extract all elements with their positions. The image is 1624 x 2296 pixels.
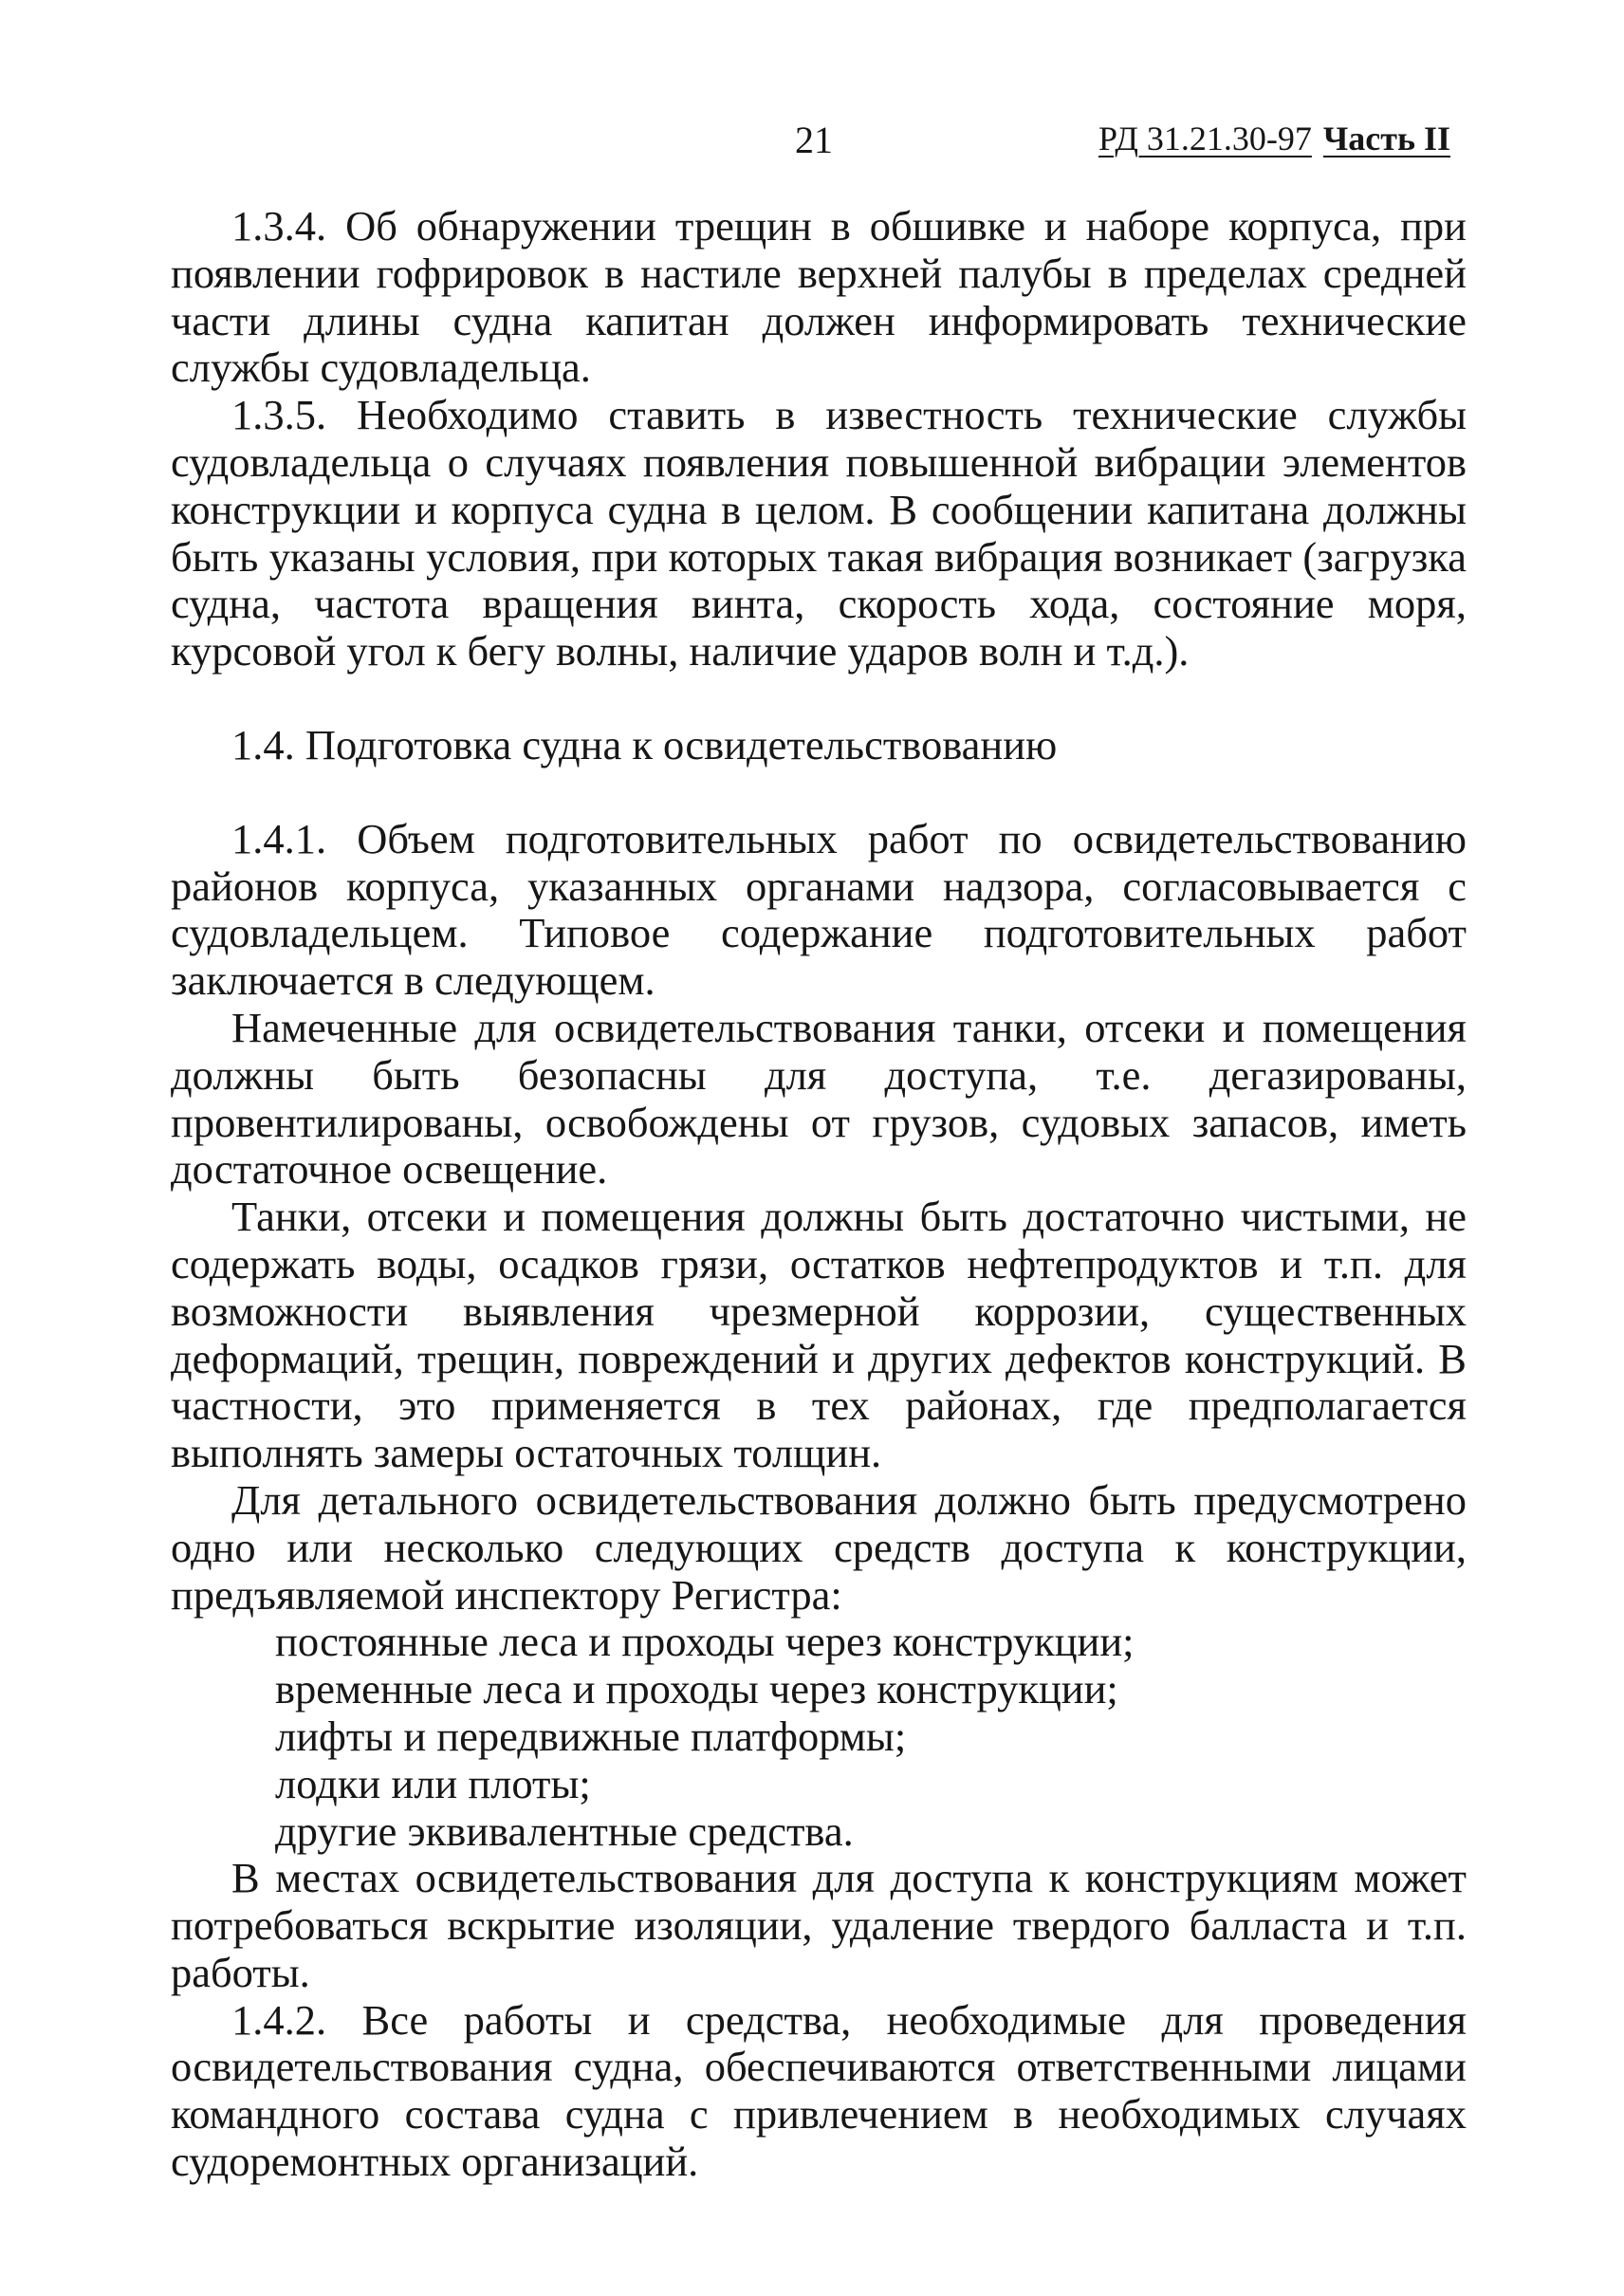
paragraph-insulation: В местах освидетельствования для доступа к конструкциям может потребоваться вскрытие изоляции, удаление твердого балласта и т.п. работы. [171,1854,1467,1996]
body-text [171,203,1467,2186]
list-item: лифты и передвижные платформы; [275,1712,907,1760]
list-item: другие эквивалентные средства. [275,1806,854,1855]
paragraph-1-4-1: 1.4.1. Объем подготовительных работ по освидетельствованию районов корпуса, указанных органами надзора, согласовывается с судовладельцем. Типовое содержание подготовительных работ заключается в следующем. [171,814,1467,1005]
paragraph-tanks-safety: Намеченные для освидетельствования танки, отсеки и помещения должны быть безопасны для доступа, т.е. дегазированы, провентилированы, освобождены от грузов, судовых запасов, иметь достаточное освещение. [171,1003,1467,1194]
access-means-list [171,1619,1467,1855]
document-part: Часть II [1322,120,1450,157]
list-item: лодки или плоты; [275,1759,591,1807]
page-number: 21 [795,119,833,161]
paragraph-1-3-4: 1.3.4. Об обнаружении трещин в обшивке и наборе корпуса, при появлении гофрировок в настиле верхней палубы в пределах средней части длины судна капитан должен информировать технические службы судовладельца. [171,202,1467,392]
paragraph-access-intro: Для детального освидетельствования должно быть предусмотрено одно или несколько следующих средств доступа к конструкции, предъявляемой инспектору Регистра: [171,1475,1467,1619]
paragraph-1-3-5: 1.3.5. Необходимо ставить в известность технические службы судовладельца о случаях появления повышенной вибрации элементов конструкции и корпуса судна в целом. В сообщении капитана должны быть указаны условия, при которых такая вибрация возникает (загрузка судна, частота вращения винта, скорость хода, состояние моря, курсовой угол к бегу волны, наличие ударов волн и т.д.). [171,391,1467,676]
list-item: временные леса и проходы через конструкции; [275,1665,1118,1713]
document-code [1098,121,1450,156]
list-item: постоянные леса и проходы через конструкции; [275,1618,1135,1666]
paragraph-tanks-cleanliness: Танки, отсеки и помещения должны быть достаточно чистыми, не содержать воды, осадков грязи, остатков нефтепродуктов и т.п. для возможности выявления чрезмерной коррозии, существенных деформаций, трещин, повреждений и других дефектов конструкций. В частности, это применяется в тех районах, где предполагается выполнять замеры остаточных толщин. [171,1193,1467,1477]
paragraph-1-4-2: 1.4.2. Все работы и средства, необходимые для проведения освидетельствования судна, обеспечиваются ответственными лицами командного состава судна с привлечением в необходимых случаях судоремонтных организаций. [171,1995,1467,2186]
document-code-number: РД 31.21.30-97 [1098,120,1312,157]
section-heading-1-4: 1.4. Подготовка судна к освидетельствованию [231,720,1058,768]
